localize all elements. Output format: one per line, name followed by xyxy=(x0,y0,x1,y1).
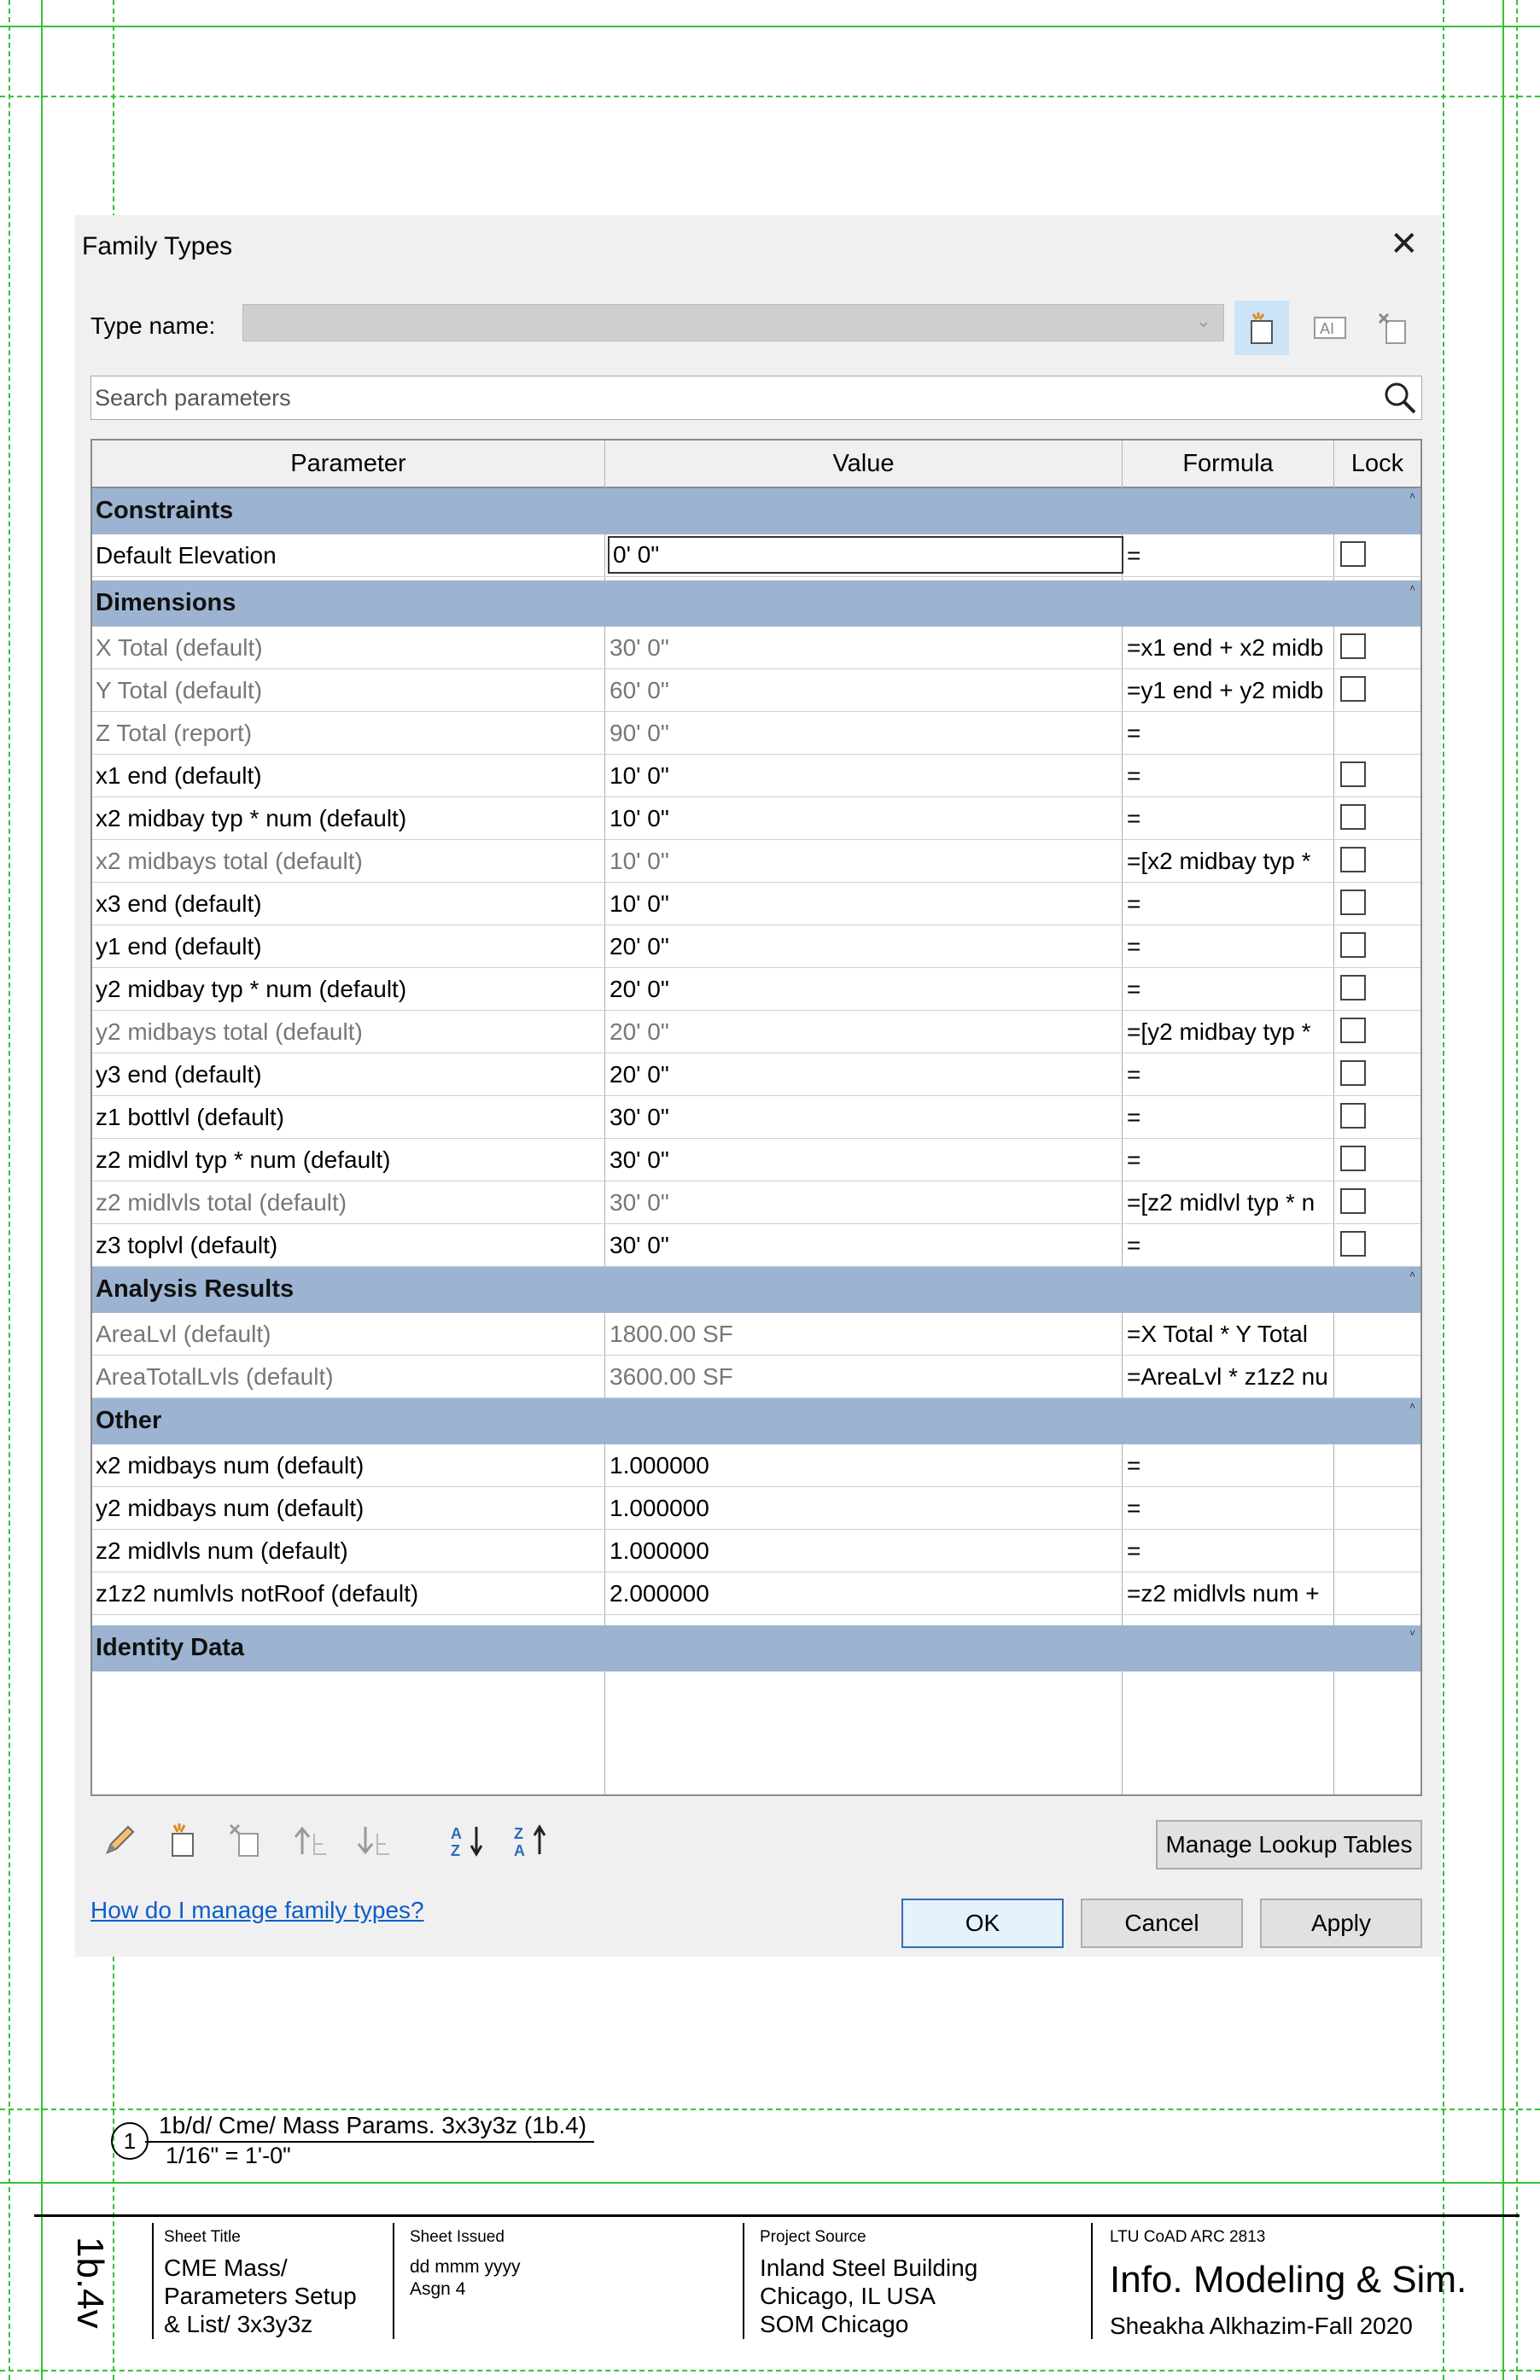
group-analysis-results[interactable] xyxy=(92,1267,1420,1313)
param-name: z2 midlvls num (default) xyxy=(96,1537,348,1564)
table-row[interactable] xyxy=(92,1530,1420,1572)
svg-text:Z: Z xyxy=(514,1825,523,1842)
formula-cell[interactable]: = xyxy=(1127,1232,1141,1258)
formula-cell[interactable]: =x1 end + x2 midb xyxy=(1127,634,1324,661)
group-identity-data[interactable] xyxy=(92,1625,1420,1671)
title-block-divider xyxy=(743,2223,744,2339)
move-up-icon xyxy=(292,1822,330,1859)
param-name: z2 midlvls total (default) xyxy=(96,1189,347,1216)
table-row[interactable] xyxy=(92,1181,1420,1224)
param-name: Default Elevation xyxy=(96,542,277,569)
table-row[interactable] xyxy=(92,755,1420,797)
new-parameter-icon xyxy=(164,1822,201,1859)
value-cell[interactable]: 30' 0" xyxy=(610,1146,669,1173)
group-label: Dimensions xyxy=(96,589,236,616)
sheet-border-right xyxy=(1502,0,1504,2380)
sheet-issued-date: dd mmm yyyy xyxy=(410,2257,521,2277)
value-cell[interactable]: 30' 0" xyxy=(610,1104,669,1130)
table-row[interactable] xyxy=(92,1487,1420,1530)
param-name: Z Total (report) xyxy=(96,720,253,746)
lock-checkbox[interactable] xyxy=(1340,847,1366,872)
value-cell[interactable]: 20' 0" xyxy=(610,1061,669,1088)
column-header-parameter[interactable]: Parameter xyxy=(92,440,604,488)
column-header-formula[interactable]: Formula xyxy=(1123,440,1333,488)
lock-checkbox[interactable] xyxy=(1340,804,1366,830)
collapse-icon[interactable]: ˄ xyxy=(1409,582,1415,594)
value-cell: 10' 0" xyxy=(610,848,669,874)
course-label: LTU CoAD ARC 2813 xyxy=(1110,2228,1266,2246)
guide-dashed-h1 xyxy=(0,96,1540,97)
view-scale: 1/16" = 1'-0" xyxy=(166,2143,291,2168)
group-label: Other xyxy=(96,1407,162,1434)
sheet-title-line-2: Parameters Setup xyxy=(164,2283,357,2309)
value-cell: 3600.00 SF xyxy=(610,1363,733,1390)
value-text: 0' 0" xyxy=(613,541,660,568)
expand-icon[interactable]: ˅ xyxy=(1409,1627,1415,1639)
new-parameter-button[interactable] xyxy=(160,1818,205,1863)
param-name: z3 toplvl (default) xyxy=(96,1232,278,1258)
formula-cell[interactable]: =X Total * Y Total xyxy=(1127,1321,1308,1347)
value-cell[interactable]: 10' 0" xyxy=(610,805,669,831)
param-name: y3 end (default) xyxy=(96,1061,262,1088)
param-name: y2 midbay typ * num (default) xyxy=(96,976,407,1002)
sheet-border-left xyxy=(41,0,43,2380)
lock-checkbox[interactable] xyxy=(1340,932,1366,958)
svg-text:Z: Z xyxy=(451,1842,460,1859)
svg-text:AI: AI xyxy=(1320,320,1335,337)
sheet-border-top xyxy=(0,26,1540,27)
formula-cell[interactable]: = xyxy=(1127,1146,1141,1173)
view-name: 1b/d/ Cme/ Mass Params. 3x3y3z (1b.4) xyxy=(159,2112,587,2138)
formula-cell[interactable]: = xyxy=(1127,1104,1141,1130)
sheet-number: 1b.4v xyxy=(69,2237,111,2329)
formula-cell[interactable]: =[x2 midbay typ * xyxy=(1127,848,1311,874)
value-cell: 30' 0" xyxy=(610,634,669,661)
value-cell[interactable]: 1.000000 xyxy=(610,1452,709,1479)
value-cell: 30' 0" xyxy=(610,1189,669,1216)
view-number: 1 xyxy=(111,2122,149,2160)
formula-cell[interactable]: = xyxy=(1127,1061,1141,1088)
project-firm: SOM Chicago xyxy=(760,2311,909,2337)
sort-ascending-icon xyxy=(449,1822,487,1859)
sheet-title-line-3: & List/ 3x3y3z xyxy=(164,2311,313,2337)
project-name: Inland Steel Building xyxy=(760,2255,978,2281)
table-row[interactable] xyxy=(92,1224,1420,1267)
help-link[interactable]: How do I manage family types? xyxy=(90,1897,424,1923)
author-name: Sheakha Alkhazim-Fall 2020 xyxy=(1110,2313,1413,2339)
svg-text:A: A xyxy=(451,1825,462,1842)
table-row[interactable] xyxy=(92,797,1420,840)
param-name: z1z2 numlvls notRoof (default) xyxy=(96,1580,419,1607)
table-row[interactable] xyxy=(92,1011,1420,1053)
formula-cell[interactable]: =AreaLvl * z1z2 nu xyxy=(1127,1363,1328,1390)
delete-type-icon xyxy=(1376,311,1410,345)
param-name: x1 end (default) xyxy=(96,762,262,789)
lock-checkbox[interactable] xyxy=(1340,633,1366,659)
course-title: Info. Modeling & Sim. xyxy=(1110,2259,1467,2301)
param-name: X Total (default) xyxy=(96,634,263,661)
lock-checkbox[interactable] xyxy=(1340,1060,1366,1086)
value-cell[interactable]: 30' 0" xyxy=(610,1232,669,1258)
sheet-issued-assignment: Asgn 4 xyxy=(410,2279,466,2299)
column-header-value[interactable]: Value xyxy=(605,440,1122,488)
delete-parameter-button[interactable] xyxy=(224,1818,268,1863)
sort-descending-icon xyxy=(512,1822,550,1859)
lock-checkbox[interactable] xyxy=(1340,1103,1366,1129)
ok-button[interactable]: OK xyxy=(901,1899,1064,1948)
title-block-divider xyxy=(1091,2223,1093,2339)
rename-type-button[interactable] xyxy=(1303,300,1357,355)
param-name: x2 midbay typ * num (default) xyxy=(96,805,407,831)
value-cell[interactable]: 1.000000 xyxy=(610,1537,709,1564)
lock-checkbox[interactable] xyxy=(1340,1231,1366,1257)
new-type-icon xyxy=(1245,311,1279,345)
table-row[interactable] xyxy=(92,1053,1420,1096)
group-other[interactable] xyxy=(92,1398,1420,1444)
value-cell[interactable]: 20' 0" xyxy=(610,976,669,1002)
search-icon[interactable] xyxy=(1382,380,1418,420)
param-name: AreaTotalLvls (default) xyxy=(96,1363,334,1390)
table-row[interactable] xyxy=(92,1572,1420,1615)
type-name-label: Type name: xyxy=(90,312,216,339)
table-row[interactable] xyxy=(92,840,1420,883)
table-row[interactable] xyxy=(92,534,1420,577)
lock-checkbox[interactable] xyxy=(1340,676,1366,702)
formula-cell[interactable]: = xyxy=(1127,890,1141,917)
param-name: Y Total (default) xyxy=(96,677,263,703)
sheet-issued-label: Sheet Issued xyxy=(410,2228,505,2246)
lock-checkbox[interactable] xyxy=(1340,1146,1366,1171)
close-icon[interactable]: ✕ xyxy=(1390,225,1419,263)
table-row[interactable] xyxy=(92,1139,1420,1181)
table-row[interactable] xyxy=(92,669,1420,712)
edit-parameter-button[interactable] xyxy=(97,1818,142,1863)
value-cell: 1800.00 SF xyxy=(610,1321,733,1347)
lock-checkbox[interactable] xyxy=(1340,1188,1366,1214)
param-name: x2 midbays total (default) xyxy=(96,848,363,874)
guide-dashed-v4 xyxy=(1516,0,1518,2380)
collapse-icon[interactable]: ˄ xyxy=(1409,490,1415,502)
formula-cell[interactable]: =y1 end + y2 midb xyxy=(1127,677,1324,703)
project-source-label: Project Source xyxy=(760,2228,866,2246)
dialog-title: Family Types xyxy=(82,232,233,260)
sheet-title-label: Sheet Title xyxy=(164,2228,241,2246)
formula-cell[interactable]: = xyxy=(1127,542,1141,569)
value-cell[interactable]: 2.000000 xyxy=(610,1580,709,1607)
group-label: Identity Data xyxy=(96,1634,245,1661)
pencil-icon xyxy=(101,1822,138,1859)
table-row[interactable] xyxy=(92,883,1420,925)
formula-cell[interactable]: = xyxy=(1127,933,1141,960)
param-name: y2 midbays num (default) xyxy=(96,1495,365,1521)
value-cell[interactable]: 10' 0" xyxy=(610,762,669,789)
lock-checkbox[interactable] xyxy=(1340,890,1366,915)
manage-lookup-tables-button[interactable]: Manage Lookup Tables xyxy=(1156,1820,1422,1870)
group-constraints[interactable] xyxy=(92,488,1420,534)
guide-dashed-h2 xyxy=(0,2109,1540,2110)
param-name: AreaLvl (default) xyxy=(96,1321,271,1347)
sort-descending-button[interactable] xyxy=(509,1818,553,1863)
apply-button[interactable]: Apply xyxy=(1260,1899,1422,1948)
group-dimensions[interactable] xyxy=(92,580,1420,627)
lock-checkbox[interactable] xyxy=(1340,1018,1366,1043)
column-header-lock[interactable]: Lock xyxy=(1334,440,1420,488)
param-name: y1 end (default) xyxy=(96,933,262,960)
value-cell: 90' 0" xyxy=(610,720,669,746)
search-placeholder: Search parameters xyxy=(95,385,291,411)
value-input[interactable] xyxy=(608,536,1123,574)
value-cell: 20' 0" xyxy=(610,1018,669,1045)
value-cell: 60' 0" xyxy=(610,677,669,703)
cancel-button[interactable]: Cancel xyxy=(1081,1899,1243,1948)
new-type-button[interactable] xyxy=(1234,300,1289,355)
formula-cell[interactable]: =[z2 midlvl typ * n xyxy=(1127,1189,1315,1216)
group-label: Analysis Results xyxy=(96,1275,295,1303)
table-row[interactable] xyxy=(92,1313,1420,1356)
param-name: z2 midlvl typ * num (default) xyxy=(96,1146,391,1173)
param-name: x2 midbays num (default) xyxy=(96,1452,365,1479)
guide-dashed-h3 xyxy=(0,2370,1540,2371)
collapse-icon[interactable]: ˄ xyxy=(1409,1400,1415,1412)
lock-checkbox[interactable] xyxy=(1340,761,1366,787)
formula-cell[interactable]: = xyxy=(1127,805,1141,831)
collapse-icon[interactable]: ˄ xyxy=(1409,1269,1415,1280)
lock-checkbox[interactable] xyxy=(1340,975,1366,1000)
delete-parameter-icon xyxy=(227,1822,265,1859)
move-down-icon xyxy=(355,1822,393,1859)
value-cell[interactable]: 20' 0" xyxy=(610,933,669,960)
move-down-button[interactable] xyxy=(352,1818,396,1863)
lock-checkbox[interactable] xyxy=(1340,541,1366,567)
title-block-divider xyxy=(393,2223,394,2339)
value-cell[interactable]: 1.000000 xyxy=(610,1495,709,1521)
chevron-down-icon: ⌄ xyxy=(1195,310,1211,331)
table-row[interactable] xyxy=(92,968,1420,1011)
delete-type-button[interactable] xyxy=(1366,300,1420,355)
param-name: x3 end (default) xyxy=(96,890,262,917)
value-cell[interactable]: 10' 0" xyxy=(610,890,669,917)
formula-cell[interactable]: = xyxy=(1127,976,1141,1002)
table-row[interactable] xyxy=(92,712,1420,755)
move-up-button[interactable] xyxy=(289,1818,333,1863)
table-row[interactable] xyxy=(92,1444,1420,1487)
formula-cell[interactable]: = xyxy=(1127,1495,1141,1521)
type-name-select[interactable] xyxy=(242,304,1224,341)
title-block-divider xyxy=(152,2223,154,2339)
param-name: y2 midbays total (default) xyxy=(96,1018,363,1045)
guide-dashed-v3 xyxy=(1443,0,1444,2380)
parameter-grid xyxy=(90,439,1422,1796)
title-block-rule xyxy=(34,2214,1520,2217)
rename-icon xyxy=(1313,311,1347,345)
formula-cell[interactable]: =z2 midlvls num + xyxy=(1127,1580,1320,1607)
guide-dashed-v1 xyxy=(9,0,10,2380)
table-row[interactable] xyxy=(92,925,1420,968)
table-row[interactable] xyxy=(92,1356,1420,1398)
sort-ascending-button[interactable] xyxy=(446,1818,490,1863)
formula-cell[interactable]: = xyxy=(1127,1452,1141,1479)
table-row[interactable] xyxy=(92,1096,1420,1139)
formula-cell[interactable]: = xyxy=(1127,720,1141,746)
formula-cell[interactable]: =[y2 midbay typ * xyxy=(1127,1018,1311,1045)
project-location: Chicago, IL USA xyxy=(760,2283,936,2309)
sheet-title-line-1: CME Mass/ xyxy=(164,2255,288,2281)
formula-cell[interactable]: = xyxy=(1127,762,1141,789)
sheet-border-bottom xyxy=(0,2182,1540,2184)
group-label: Constraints xyxy=(96,497,234,524)
svg-text:A: A xyxy=(514,1842,525,1859)
formula-cell[interactable]: = xyxy=(1127,1537,1141,1564)
search-input[interactable] xyxy=(90,376,1422,420)
table-row[interactable] xyxy=(92,627,1420,669)
param-name: z1 bottlvl (default) xyxy=(96,1104,284,1130)
